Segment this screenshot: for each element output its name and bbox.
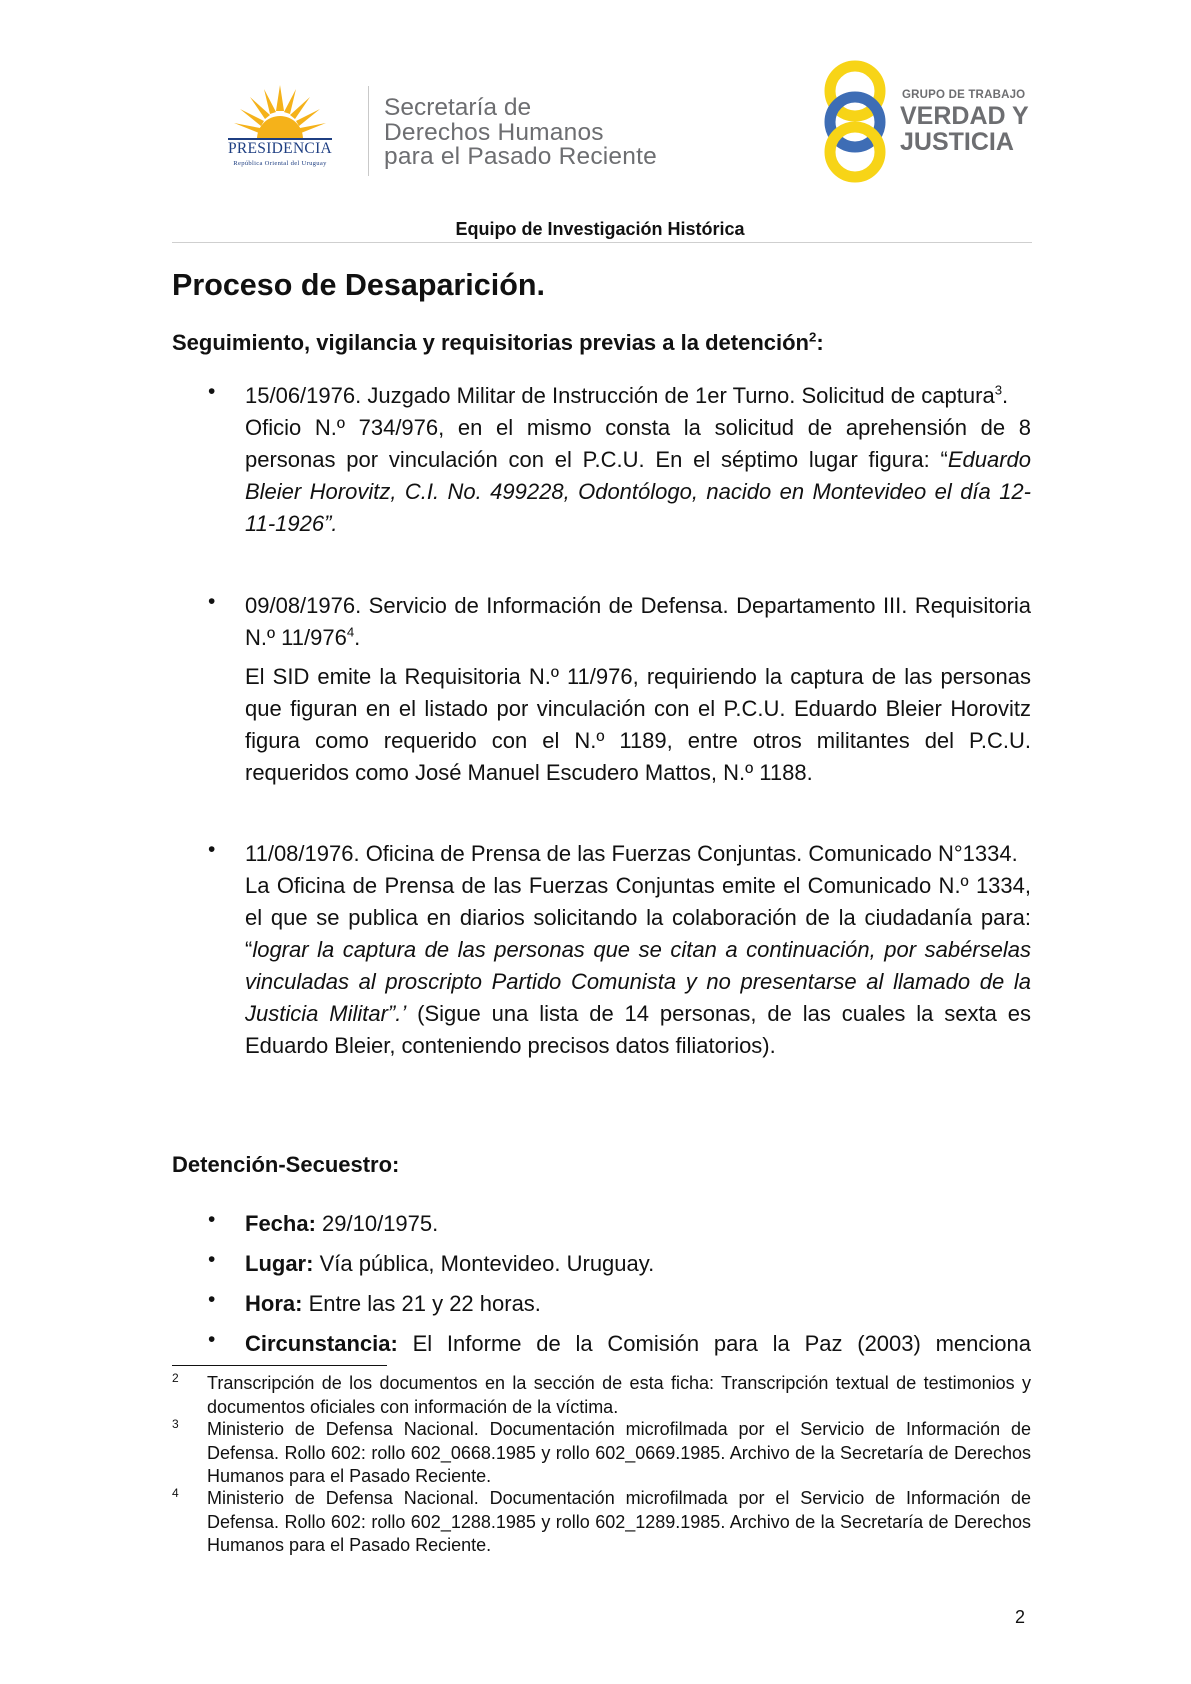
section-title-text: Seguimiento, vigilancia y requisitorias previas a la detención bbox=[172, 330, 809, 355]
footnote-rule bbox=[172, 1365, 387, 1366]
footnote-number: 3 bbox=[172, 1417, 179, 1431]
item-head-end: . bbox=[1002, 383, 1009, 408]
footnote-ref: 2 bbox=[809, 329, 817, 345]
bullet-icon: • bbox=[208, 1248, 216, 1271]
verdad-line: VERDAD Y bbox=[900, 102, 1029, 130]
footnote-ref: 4 bbox=[346, 624, 355, 640]
item-head-text: 09/08/1976. Servicio de Información de Defensa. Departamento III. Requisitoria N.º 11/976 bbox=[245, 593, 1031, 650]
section-title-detencion: Detención-Secuestro: bbox=[172, 1152, 400, 1177]
item-body bbox=[245, 412, 1031, 540]
header-divider bbox=[368, 86, 369, 176]
item-body: El SID emite la Requisitoria N.º 11/976, requiriendo la captura de las personas que figuran en el listado por vinculación con el P.C.U. Eduardo Bleier Horovitz figura como requerido con el N.º 1189, entre otros militantes del P.C.U. requeridos como José Manuel Escudero Mattos, N.º 1188. bbox=[245, 664, 1031, 785]
bullet-icon: • bbox=[208, 1208, 216, 1231]
detail-label: Lugar: bbox=[245, 1251, 314, 1276]
detail-hora bbox=[245, 1288, 1031, 1320]
item-head: 11/08/1976. Oficina de Prensa de las Fuerzas Conjuntas. Comunicado N°1334. bbox=[245, 841, 1018, 866]
team-title: Equipo de Investigación Histórica bbox=[455, 219, 745, 239]
detail-label: Circunstancia: bbox=[245, 1331, 398, 1356]
detail-value: 29/10/1975. bbox=[315, 1211, 439, 1236]
list-item bbox=[245, 838, 1031, 1062]
item-head-end: . bbox=[354, 625, 361, 650]
bullet-icon: • bbox=[208, 590, 216, 613]
bullet-icon: • bbox=[208, 838, 216, 861]
justicia-line: JUSTICIA bbox=[900, 128, 1014, 156]
detail-value: Vía pública, Montevideo. Uruguay. bbox=[313, 1251, 655, 1276]
item-body-quote: Eduardo Bleier Horovitz, C.I. No. 499228, Odontólogo, nacido en Montevideo el día 12-11-1926”. bbox=[245, 447, 1031, 536]
bullet-icon: • bbox=[208, 1288, 216, 1311]
page-title: Proceso de Desaparición. bbox=[172, 268, 545, 302]
item-body-text-end: (Sigue una lista de 14 personas, de las cuales la sexta es Eduardo Bleier, conteniendo precisos datos filiatorios). bbox=[245, 1001, 1031, 1058]
sun-emblem-icon bbox=[200, 83, 360, 143]
section-title-seguimiento bbox=[172, 330, 824, 356]
item-head bbox=[245, 380, 1031, 412]
page-number: 2 bbox=[1015, 1607, 1026, 1627]
list-item bbox=[245, 380, 1031, 540]
footnote-text: Transcripción de los documentos en la sección de esta ficha: Transcripción textual de testimonios y documentos oficiales con información de la víctima. bbox=[207, 1373, 1031, 1417]
item-head-text: 15/06/1976. Juzgado Militar de Instrucción de 1er Turno. Solicitud de captura bbox=[245, 383, 995, 408]
section-title-colon: : bbox=[816, 330, 824, 355]
footnote-ref: 3 bbox=[994, 382, 1003, 398]
footnote-number: 4 bbox=[172, 1486, 179, 1500]
detail-lugar bbox=[245, 1248, 1031, 1280]
list-item bbox=[245, 590, 1031, 789]
detail-label: Fecha: bbox=[245, 1211, 316, 1236]
secretaria-line-3: para el Pasado Reciente bbox=[384, 143, 657, 170]
item-body-text: La Oficina de Prensa de las Fuerzas Conjuntas emite el Comunicado N.º 1334, el que se publica en diarios solicitando la colaboración de la ciudadanía para: “ bbox=[245, 873, 1031, 962]
footnote-text: Ministerio de Defensa Nacional. Documentación microfilmada por el Servicio de Información de Defensa. Rollo 602: rollo 602_1288.1985 y rollo 602_1289.1985. Archivo de la Secretaría de Derechos Humanos para el Pasado Reciente. bbox=[207, 1488, 1031, 1555]
bullet-icon: • bbox=[208, 380, 216, 403]
item-body bbox=[245, 870, 1031, 1062]
detail-fecha bbox=[245, 1208, 1031, 1240]
header-rule bbox=[172, 242, 1032, 243]
secretaria-logo-text bbox=[384, 96, 657, 170]
verdad-justicia-wordmark bbox=[900, 103, 1029, 155]
detail-value: Entre las 21 y 22 horas. bbox=[302, 1291, 541, 1316]
grupo-trabajo-label: GRUPO DE TRABAJO bbox=[902, 89, 1026, 101]
detail-circunstancia bbox=[245, 1328, 1031, 1360]
item-body-text: Oficio N.º 734/976, en el mismo consta la solicitud de aprehensión de 8 personas por vinculación con el P.C.U. En el séptimo lugar figura: “ bbox=[245, 415, 1031, 472]
republica-wordmark: República Oriental del Uruguay bbox=[233, 160, 327, 167]
bullet-icon: • bbox=[208, 1328, 216, 1351]
presidencia-wordmark: PRESIDENCIA bbox=[227, 140, 333, 157]
item-body-quote: lograr la captura de las personas que se citan a continuación, por sabérselas vinculadas al proscripto Partido Comunista y no presentarse al llamado de la Justicia Militar”.’ bbox=[245, 937, 1031, 1026]
detail-value: El Informe de la Comisión para la Paz (2003) menciona bbox=[397, 1331, 1031, 1356]
footnote-number: 2 bbox=[172, 1371, 179, 1385]
item-head bbox=[245, 590, 1031, 654]
secretaria-line-1: Secretaría de bbox=[384, 94, 532, 121]
secretaria-line-2: Derechos Humanos bbox=[384, 118, 604, 146]
detail-label: Hora: bbox=[245, 1291, 303, 1316]
footnote-text: Ministerio de Defensa Nacional. Documentación microfilmada por el Servicio de Información de Defensa. Rollo 602: rollo 602_0668.1985 y rollo 602_0669.1985. Archivo de la Secretaría de Derechos Humanos para el Pasado Reciente. bbox=[207, 1419, 1031, 1486]
